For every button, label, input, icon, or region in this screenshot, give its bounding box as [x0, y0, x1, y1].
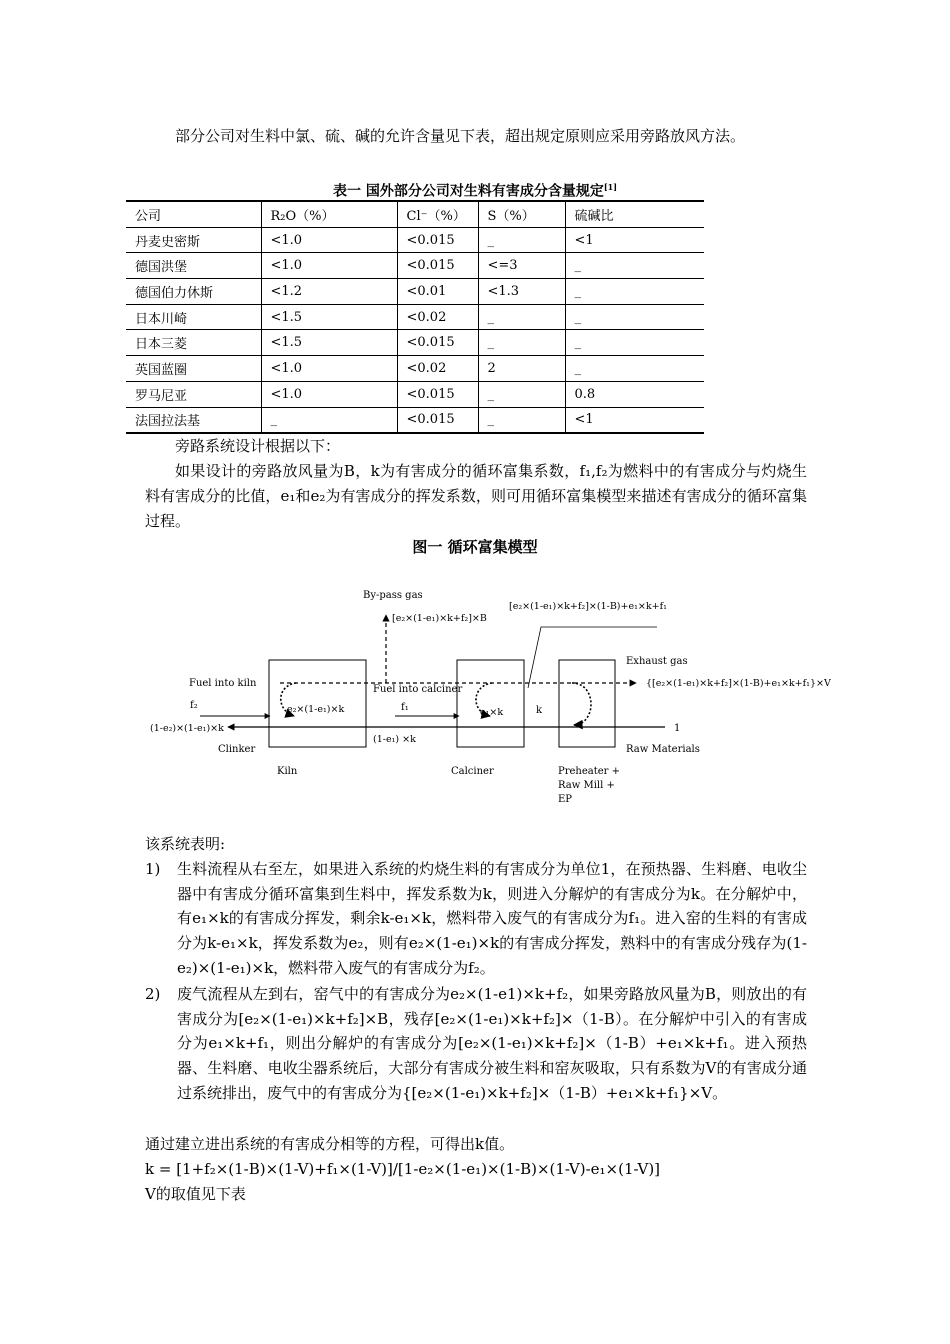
table-cell: _ [565, 356, 704, 382]
table-cell: <0.015 [397, 227, 478, 253]
table-header-cell: 硫碱比 [565, 201, 704, 227]
table-cell: _ [478, 227, 565, 253]
clinker-formula-label: (1-e₂)×(1-e₁)×k [150, 723, 224, 734]
table-cell: <1.0 [261, 227, 397, 253]
table-cell: _ [565, 304, 704, 330]
table-cell: <1.5 [261, 330, 397, 356]
table-cell: _ [478, 330, 565, 356]
k-label: k [536, 705, 543, 716]
calciner-box [457, 660, 524, 747]
table-cell: <0.01 [397, 279, 478, 305]
table-cell: _ [565, 279, 704, 305]
list-item [145, 857, 807, 981]
table-cell: 日本川崎 [126, 304, 261, 330]
fuel-kiln-label: Fuel into kiln [189, 678, 257, 689]
kiln-inner-formula: e₂×(1-e₁)×k [287, 704, 345, 715]
list-text: 废气流程从左到右，窑气中的有害成分为e₂×(1-e1)×k+f₂，如果旁路放风量为B，则放出的有害成分为[e₂×(1-e₁)×k+f₂]×B，残存[e₂×(1-e₁)×k+f₂]×（1-B）。在分解炉中引入的有害成分为e₁×k+f₁，则出分解炉的有害成分为[e₂×(1-e₁)×k+f₂]×（1-B）+e₁×k+f₁。进入预热器、生料磨、电收尘器系统后，大部分有害成分被生料和窑灰吸取，只有系数为V的有害成分通过系统排出，废气中的有害成分为{[e₂×(1-e₁)×k+f₂]×（1-B）+e₁×k+f₁}×V。 [177, 985, 807, 1102]
system-shows-line: 该系统表明: [145, 835, 226, 853]
preheater-enrichment-loop [572, 683, 591, 725]
table-row [126, 356, 704, 382]
table-cell: _ [261, 407, 397, 433]
preheater-box [559, 660, 615, 747]
equation-intro: 通过建立进出系统的有害成分相等的方程，可得出k值。 [145, 1135, 515, 1153]
calciner-label: Calciner [451, 766, 494, 777]
table-cell: 丹麦史密斯 [126, 227, 261, 253]
table-cell: 德国伯力休斯 [126, 279, 261, 305]
table-cell: <0.015 [397, 381, 478, 407]
table-cell: <0.015 [397, 330, 478, 356]
kiln-label: Kiln [277, 766, 298, 777]
table-cell: 英国蓝圈 [126, 356, 261, 382]
list-number: 1) [145, 860, 161, 878]
table-cell: 罗马尼亚 [126, 381, 261, 407]
table-header-cell: R₂O（%） [261, 201, 397, 227]
table-cell: <1.0 [261, 356, 397, 382]
table-cell: <0.02 [397, 356, 478, 382]
exhaust-gas-label: Exhaust gas [626, 656, 688, 667]
table-caption-ref: [1] [603, 182, 617, 192]
bypass-gas-label: By-pass gas [363, 590, 423, 601]
table-cell: <1.3 [478, 279, 565, 305]
table-row [126, 304, 704, 330]
exhaust-formula-label: {[e₂×(1-e₁)×k+f₂]×(1-B)+e₁×k+f₁}×V [646, 678, 831, 689]
table-row [126, 279, 704, 305]
f2-label: f₂ [190, 700, 198, 711]
table-cell: <=3 [478, 253, 565, 279]
table-row [126, 253, 704, 279]
table-cell: _ [478, 407, 565, 433]
preheater-label-line1: Preheater + [558, 766, 621, 777]
top-formula-label: [e₂×(1-e₁)×k+f₂]×(1-B)+e₁×k+f₁ [509, 601, 667, 612]
table-row [126, 381, 704, 407]
table-cell: _ [478, 304, 565, 330]
fuel-calciner-label: Fuel into calciner [373, 684, 463, 695]
table-cell: 0.8 [565, 381, 704, 407]
model-description: 如果设计的旁路放风量为B，k为有害成分的循环富集系数，f₁,f₂为燃料中的有害成分与灼烧生料有害成分的比值，e₁和e₂为有害成分的挥发系数，则可用循环富集模型来描述有害成分的循环富集过程。 [145, 462, 807, 530]
f1-label: f₁ [401, 702, 409, 713]
table-cell: <1.5 [261, 304, 397, 330]
table-cell: <1.0 [261, 381, 397, 407]
v-table-note: V的取值见下表 [145, 1185, 246, 1203]
table-caption-text: 表一 国外部分公司对生料有害成分含量规定 [332, 183, 604, 200]
preheater-label-line3: EP [558, 794, 573, 805]
one-label: 1 [674, 723, 681, 734]
table-cell: _ [565, 253, 704, 279]
table-row [126, 330, 704, 356]
table-cell: 日本三菱 [126, 330, 261, 356]
calciner-inner-formula: e₁×k [480, 707, 504, 718]
table-cell: _ [565, 330, 704, 356]
list-number: 2) [145, 985, 161, 1003]
preheater-label-line2: Raw Mill + [558, 780, 615, 791]
table-header-cell: S（%） [478, 201, 565, 227]
bypass-formula-label: [e₂×(1-e₁)×k+f₂]×B [392, 613, 487, 624]
list-item [145, 982, 807, 1106]
design-basis-line: 旁路系统设计根据以下： [175, 437, 341, 455]
table-cell: <0.015 [397, 253, 478, 279]
table-cell: 法国拉法基 [126, 407, 261, 433]
table-cell: <1 [565, 227, 704, 253]
table-cell: <1.2 [261, 279, 397, 305]
table-header-cell: Cl⁻（%） [397, 201, 478, 227]
k-equation: k = [1+f₂×(1-B)×(1-V)+f₁×(1-V)]/[1-e₂×(1-e₁)×(1-B)×(1-V)-e₁×(1-V)] [145, 1160, 661, 1178]
table-cell: <0.02 [397, 304, 478, 330]
table-cell: <1 [565, 407, 704, 433]
clinker-label: Clinker [218, 744, 256, 755]
table-header-cell: 公司 [126, 201, 261, 227]
table-cell: <1.0 [261, 253, 397, 279]
table-header-row [126, 201, 704, 227]
list-text: 生料流程从右至左，如果进入系统的灼烧生料的有害成分为单位1，在预热器、生料磨、电收尘器中有害成分循环富集到生料中，挥发系数为k，则进入分解炉的有害成分为k。在分解炉中，有e₁×k的有害成分挥发，剩余k-e₁×k，燃料带入废气的有害成分为f₁。进入窑的生料的有害成分为k-e₁×k，挥发系数为e₂，则有e₂×(1-e₁)×k的有害成分挥发，熟料中的有害成分残存为(1-e₂)×(1-e₁)×k，燃料带入废气的有害成分为f₂。 [177, 860, 807, 977]
table-row [126, 407, 704, 433]
table-cell: <0.015 [397, 407, 478, 433]
table-row [126, 227, 704, 253]
limits-table [126, 200, 704, 434]
figure-title: 图一 循环富集模型 [412, 538, 538, 556]
intro-paragraph: 部分公司对生料中氯、硫、碱的允许含量见下表，超出规定原则应采用旁路放风方法。 [175, 127, 746, 145]
table-cell: _ [478, 381, 565, 407]
mid-formula-label: (1-e₁) ×k [373, 734, 416, 745]
table-cell: 2 [478, 356, 565, 382]
cycle-enrichment-diagram [0, 575, 950, 815]
table-cell: 德国洪堡 [126, 253, 261, 279]
raw-materials-label: Raw Materials [626, 744, 700, 755]
